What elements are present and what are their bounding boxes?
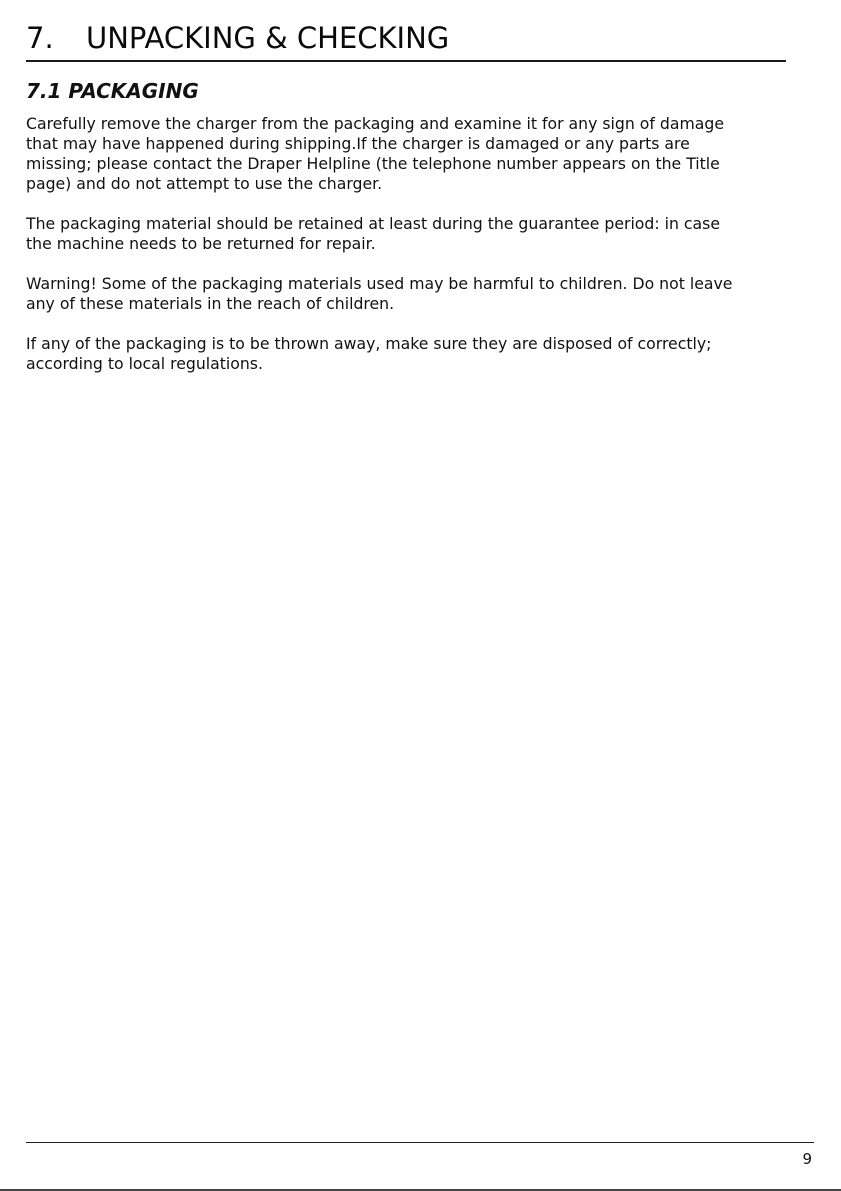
section-number: 7. xyxy=(26,21,54,55)
subsection-title: 7.1 PACKAGING xyxy=(26,79,199,103)
page-number: 9 xyxy=(802,1150,812,1168)
text-line: Warning! Some of the packaging materials used may be harmful to children. Do not leave xyxy=(26,274,733,293)
text-line: The packaging material should be retained at least during the guarantee period: in case xyxy=(26,214,720,233)
footer-divider xyxy=(26,1142,814,1143)
heading-divider xyxy=(26,60,786,62)
text-line: page) and do not attempt to use the charger. xyxy=(26,174,383,193)
section-title: UNPACKING & CHECKING xyxy=(86,21,450,55)
paragraph-warning xyxy=(26,274,791,314)
paragraph-disposal xyxy=(26,334,791,374)
text-line: missing; please contact the Draper Helpline (the telephone number appears on the Title xyxy=(26,154,720,173)
body-text xyxy=(26,114,791,394)
paragraph-inspection xyxy=(26,114,791,194)
text-line: that may have happened during shipping.If the charger is damaged or any parts are xyxy=(26,134,690,153)
text-line: the machine needs to be returned for repair. xyxy=(26,234,376,253)
text-line: Carefully remove the charger from the packaging and examine it for any sign of damage xyxy=(26,114,724,133)
text-line: any of these materials in the reach of children. xyxy=(26,294,395,313)
text-line: according to local regulations. xyxy=(26,354,263,373)
section-heading xyxy=(26,20,449,56)
text-line: If any of the packaging is to be thrown away, make sure they are disposed of correctly; xyxy=(26,334,712,353)
paragraph-retention xyxy=(26,214,791,254)
